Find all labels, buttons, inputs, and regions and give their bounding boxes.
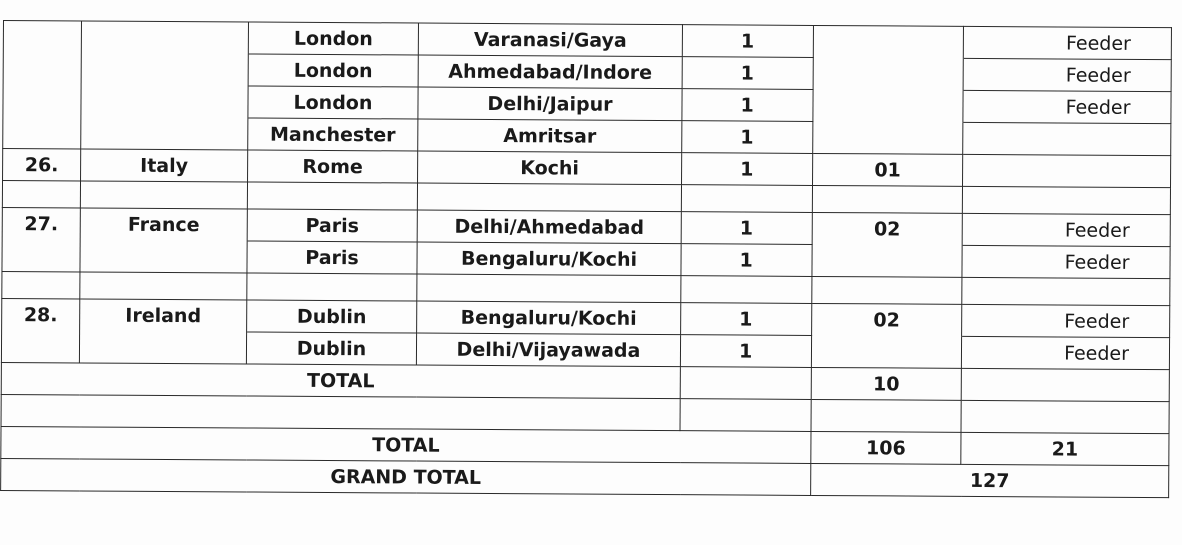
city-cell: Paris — [247, 241, 417, 274]
sno-cell — [3, 53, 81, 85]
count-cell: 1 — [682, 121, 813, 154]
blank-cell — [681, 276, 812, 304]
count-cell: 1 — [681, 212, 812, 245]
destination-cell: Bengaluru/Kochi — [417, 301, 681, 335]
city-cell: Dublin — [247, 300, 417, 333]
blank-cell — [1, 394, 680, 430]
destination-cell: Kochi — [418, 151, 682, 185]
subtotal-cell — [813, 25, 963, 58]
type-cell: Feeder — [961, 336, 1169, 369]
blank-cell — [417, 183, 681, 212]
destination-cell: Delhi/Vijayawada — [416, 333, 680, 367]
subtotal-cell — [813, 121, 963, 154]
city-cell: London — [248, 54, 418, 87]
grand-total-label: GRAND TOTAL — [1, 458, 811, 495]
destination-cell: Bengaluru/Kochi — [417, 242, 681, 276]
country-cell — [79, 331, 246, 364]
destination-cell: Amritsar — [418, 119, 682, 153]
blank-cell — [680, 399, 811, 432]
sno-cell: 28. — [2, 298, 80, 330]
subtotal-cell: 01 — [813, 153, 963, 186]
count-cell: 1 — [681, 303, 812, 336]
type-cell: Feeder — [963, 26, 1171, 59]
blank-cell — [812, 185, 962, 213]
total-value-a: 106 — [811, 431, 961, 464]
grand-total-row — [1, 458, 1169, 497]
country-cell — [80, 240, 247, 273]
blank-cell — [681, 185, 812, 213]
count-cell: 1 — [682, 153, 813, 186]
count-cell: 1 — [682, 57, 813, 90]
count-cell: 1 — [682, 25, 813, 58]
blank-cell — [961, 400, 1169, 433]
destination-cell: Varanasi/Gaya — [418, 23, 682, 57]
subtotal-cell — [811, 335, 961, 368]
country-cell: France — [80, 208, 247, 241]
city-cell: Manchester — [248, 118, 418, 151]
count-cell: 1 — [680, 335, 811, 368]
subtotal-cell — [812, 244, 962, 277]
section-total-value: 10 — [811, 367, 961, 400]
country-cell — [81, 53, 248, 86]
type-cell — [963, 122, 1171, 155]
type-cell: Feeder — [963, 58, 1171, 91]
subtotal-cell — [813, 57, 963, 90]
blank-cell — [247, 273, 417, 301]
blank-cell — [811, 399, 961, 432]
destination-cell: Delhi/Ahmedabad — [417, 210, 681, 244]
airline-routes-table — [0, 20, 1172, 498]
count-cell: 1 — [681, 244, 812, 277]
sno-cell — [2, 239, 80, 271]
city-cell: London — [248, 86, 418, 119]
destination-cell: Ahmedabad/Indore — [418, 55, 682, 89]
blank-cell — [80, 272, 247, 300]
blank-cell — [2, 271, 80, 298]
sno-cell: 27. — [2, 207, 80, 239]
sno-cell — [3, 117, 81, 149]
blank-cell — [680, 367, 811, 400]
section-total-label: TOTAL — [1, 362, 680, 398]
city-cell: Dublin — [246, 332, 416, 365]
total-label: TOTAL — [1, 426, 811, 463]
subtotal-cell: 02 — [812, 212, 962, 245]
country-cell: Ireland — [80, 299, 247, 332]
city-cell: Rome — [248, 150, 418, 183]
subtotal-cell — [813, 89, 963, 122]
blank-cell — [812, 276, 962, 304]
blank-cell — [417, 274, 681, 303]
total-value-b: 21 — [961, 432, 1169, 465]
country-cell — [81, 21, 248, 54]
country-cell: Italy — [81, 149, 248, 182]
blank-cell — [962, 277, 1170, 305]
type-cell: Feeder — [962, 213, 1170, 246]
sno-cell — [3, 85, 81, 117]
blank-cell — [2, 181, 80, 208]
sno-cell: 26. — [3, 149, 81, 181]
type-cell: Feeder — [962, 245, 1170, 278]
blank-cell — [962, 186, 1170, 214]
blank-cell — [247, 182, 417, 210]
type-cell: Feeder — [962, 304, 1170, 337]
grand-total-value: 127 — [811, 463, 1169, 497]
subtotal-cell: 02 — [812, 303, 962, 336]
blank-cell — [961, 368, 1169, 401]
sno-cell — [1, 330, 79, 362]
blank-cell — [80, 181, 247, 209]
count-cell: 1 — [682, 89, 813, 122]
country-cell — [81, 85, 248, 118]
type-cell: Feeder — [963, 90, 1171, 123]
type-cell — [963, 154, 1171, 187]
country-cell — [81, 117, 248, 150]
destination-cell: Delhi/Jaipur — [418, 87, 682, 121]
sno-cell — [3, 21, 81, 53]
city-cell: Paris — [247, 209, 417, 242]
city-cell: London — [248, 22, 418, 55]
